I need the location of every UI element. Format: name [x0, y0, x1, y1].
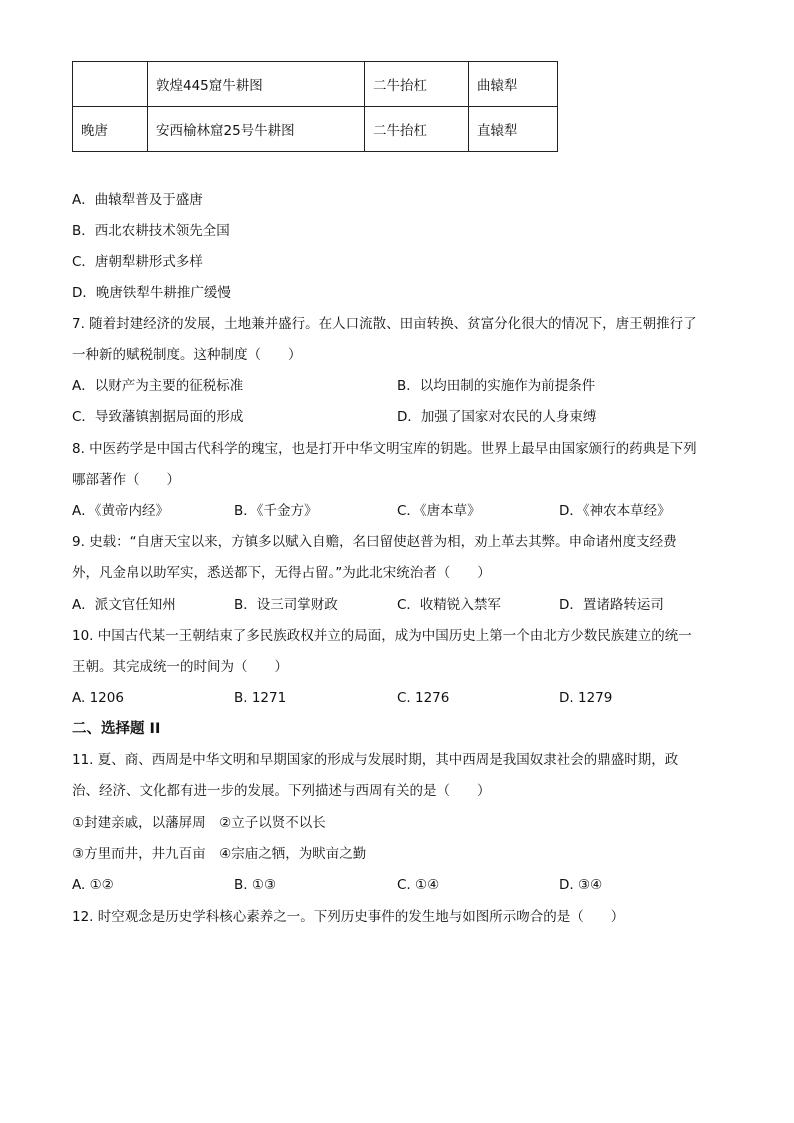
q9-option-d: D．置诸路转运司 [559, 597, 664, 613]
q7-option-c: C．导致藩镇割据局面的形成 [72, 409, 244, 425]
table-row [73, 107, 558, 152]
table-cell [73, 62, 148, 107]
table-cell: 敦煌445窟牛耕图 [148, 62, 365, 107]
q7-stem-line1: 7. 随着封建经济的发展，土地兼并盛行。在人口流散、田亩转换、贫富分化很大的情况下，唐王朝推行了 [72, 316, 697, 332]
q6-option-a: A．曲辕犁普及于盛唐 [72, 192, 203, 208]
table-row [73, 62, 558, 107]
q8-option-c: C．《唐本草》 [397, 503, 481, 519]
q8-stem-line1: 8. 中医药学是中国古代科学的瑰宝，也是打开中华文明宝库的钥匙。世界上最早由国家颁行的药典是下列 [72, 441, 697, 457]
q10-option-b: B. 1271 [234, 690, 287, 706]
q6-option-d: D．晚唐铁犁牛耕推广缓慢 [72, 285, 231, 301]
q6-option-c: C．唐朝犁耕形式多样 [72, 254, 203, 270]
q8-option-b: B．《千金方》 [234, 503, 318, 519]
q7-option-d: D．加强了国家对农民的人身束缚 [397, 409, 597, 425]
q7-option-b: B．以均田制的实施作为前提条件 [397, 378, 596, 394]
q10-option-a: A. 1206 [72, 690, 124, 706]
q7-stem-line2: 一种新的赋税制度。这种制度（ ） [72, 347, 302, 363]
q10-option-d: D. 1279 [559, 690, 613, 706]
table-cell: 晚唐 [73, 107, 148, 152]
q6-option-b: B．西北农耕技术领先全国 [72, 223, 230, 239]
q11-option-b: B. ①③ [234, 877, 277, 893]
table-cell: 二牛抬杠 [365, 107, 469, 152]
table-cell: 直辕犁 [469, 107, 558, 152]
table-cell: 二牛抬杠 [365, 62, 469, 107]
table-cell: 安西榆林窟25号牛耕图 [148, 107, 365, 152]
q9-option-c: C．收精锐入禁军 [397, 597, 501, 613]
q9-stem-line2: 外，凡金帛以助军实，悉送都下，无得占留。”为此北宋统治者（ ） [72, 565, 491, 581]
q8-stem-line2: 哪部著作（ ） [72, 472, 180, 488]
q9-option-b: B．设三司掌财政 [234, 597, 338, 613]
q8-option-a: A．《黄帝内经》 [72, 503, 169, 519]
q12-stem-line1: 12. 时空观念是历史学科核心素养之一。下列历史事件的发生地与如图所示吻合的是（ ） [72, 909, 625, 925]
q11-stem-line2: 治、经济、文化都有进一步的发展。下列描述与西周有关的是（ ） [72, 783, 491, 799]
q8-option-d: D．《神农本草经》 [559, 503, 671, 519]
q10-stem-line2: 王朝。其完成统一的时间为（ ） [72, 659, 288, 675]
q9-stem-line1: 9. 史载：“自唐天宝以来，方镇多以赋入自赡，名曰留使赵普为相，劝上革去其弊。申命诸州度支经费 [72, 534, 677, 550]
q9-option-a: A．派文官任知州 [72, 597, 176, 613]
q7-option-a: A．以财产为主要的征税标准 [72, 378, 244, 394]
q11-option-d: D. ③④ [559, 877, 603, 893]
plow-table [72, 61, 558, 152]
q11-statement-line2: ③方里而井，井九百亩 ④宗庙之牺，为畎亩之勤 [72, 846, 367, 862]
q10-stem-line1: 10. 中国古代某一王朝结束了多民族政权并立的局面，成为中国历史上第一个由北方少数民族建立的统一 [72, 628, 692, 644]
q11-option-a: A. ①② [72, 877, 114, 893]
q10-option-c: C. 1276 [397, 690, 450, 706]
table-cell: 曲辕犁 [469, 62, 558, 107]
q11-statement-line1: ①封建亲戚，以藩屏周 ②立子以贤不以长 [72, 815, 326, 831]
q11-option-c: C. ①④ [397, 877, 440, 893]
q11-stem-line1: 11. 夏、商、西周是中华文明和早期国家的形成与发展时期，其中西周是我国奴隶社会的鼎盛时期，政 [72, 752, 679, 768]
section-title: 二、选择题 II [72, 721, 161, 737]
